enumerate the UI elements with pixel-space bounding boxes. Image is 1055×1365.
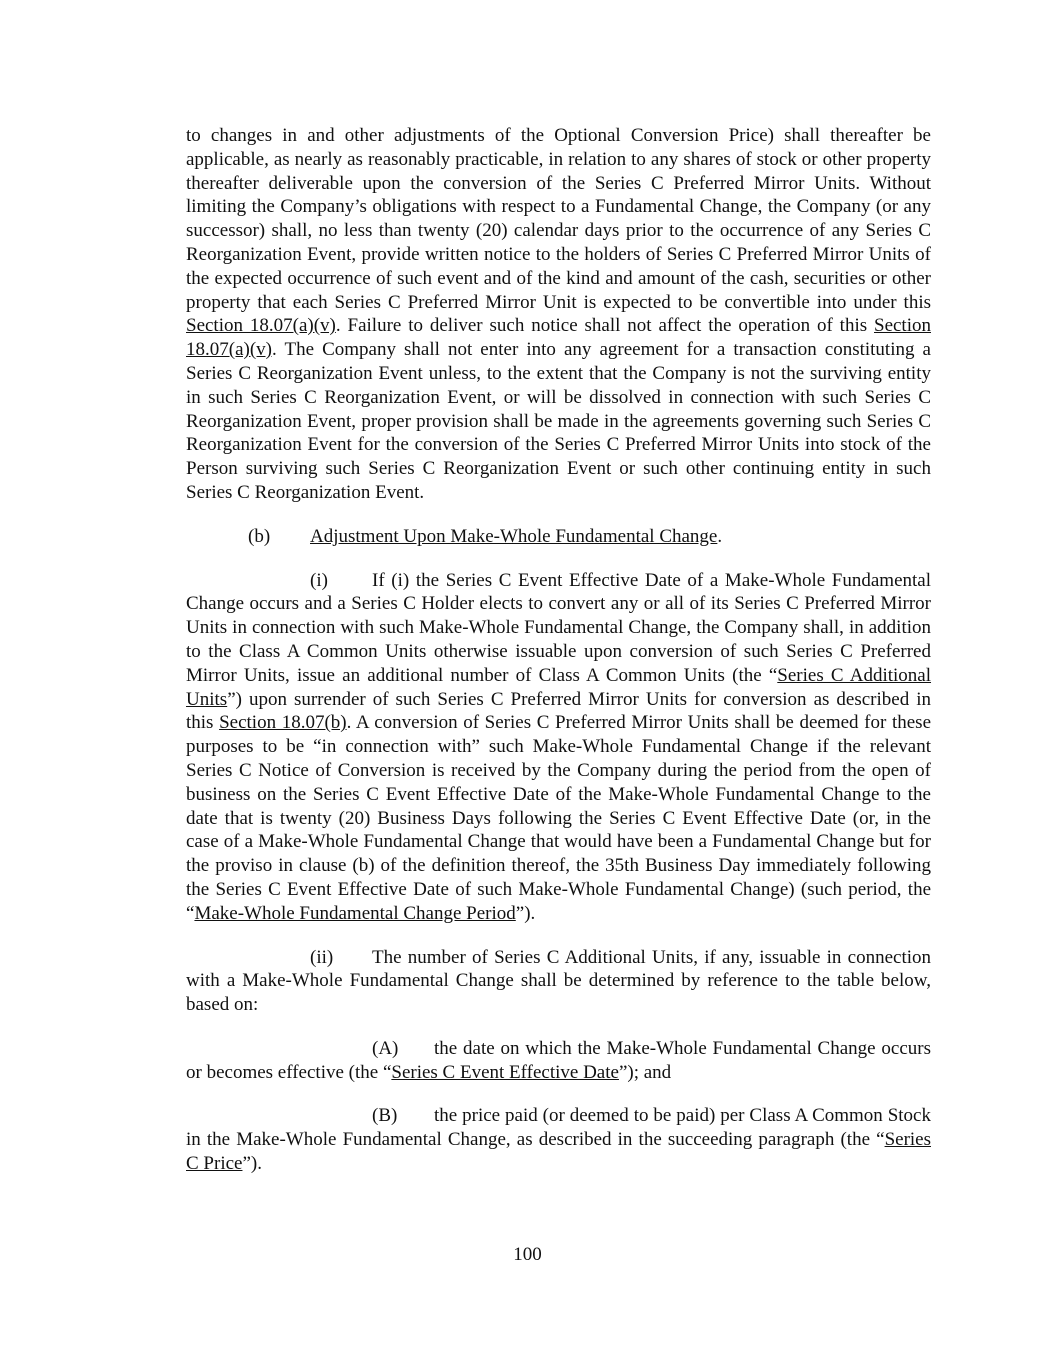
section-reference: Section 18.07(a)(v) [186,315,336,337]
section-reference: Section 18.07(b) [219,712,347,734]
paragraph-A [186,1037,931,1085]
text-run: If (i) the Series C Event Effective Date of a Make-Whole Fundamental Change occurs and a Series C Holder elects to convert any or all of its Series C Preferred Mirror Units in connection with such Make-Whole Fundamental Change, the Company shall, in addition to the Class A Common Units otherwise issuable upon conversion of such Series C Preferred Mirror Units, issue an additional number of Class A Common Units (the “ [186,569,931,686]
text-run: . The Company shall not enter into any agreement for a transaction constituting a Series C Reorganization Event unless, to the extent that the Company is not the surviving entity in such Series C Reorganization Event, or will be dissolved in connection with such Series C Reorganization Event, proper provision shall be made in the agreements governing such Series C Reorganization Event for the conversion of the Series C Preferred Mirror Units into stock of the Person surviving such Series C Reorganization Event or such other continuing entity in such Series C Reorganization Event. [186,339,931,503]
text-run: The number of Series C Additional Units, if any, issuable in connection with a Make-Whole Fundamental Change shall be determined by reference to the table below, based on: [186,946,931,1016]
section-reference: Section 18.07(a)(v) [186,315,931,361]
text-run: ”). [242,1153,262,1175]
text-run: ”); and [618,1061,672,1083]
defined-term: Make-Whole Fundamental Change Period [194,902,516,924]
defined-term: Series C Price [186,1129,931,1175]
subsection-heading-b [186,525,931,549]
text-run: the date on which the Make-Whole Fundamental Change occurs or becomes effective (the “ [186,1037,931,1083]
clause-marker: (ii) [310,946,334,968]
text-run: ”). [515,902,536,924]
subsection-title: Adjustment Upon Make-Whole Fundamental Change [310,525,718,547]
document-page [186,124,931,1176]
text-run: the price paid (or deemed to be paid) per Class A Common Stock in the Make-Whole Fundamental Change, as described in the succeeding paragraph (the “ [186,1105,931,1151]
paragraph-reorganization-continued [186,124,931,505]
text-run: to changes in and other adjustments of the Optional Conversion Price) shall thereafter be applicable, as nearly as reasonably practicable, in relation to any shares of stock or other property thereafter deliverable upon the conversion of the Series C Preferred Mirror Units. Without limiting the Company’s obligations with respect to a Fundamental Change, the Company (or any successor) shall, no less than twenty (20) calendar days prior to the occurrence of any Series C Reorganization Event, provide written notice to the holders of Series C Preferred Mirror Units of the expected occurrence of such event and of the kind and amount of the cash, securities or other property that each Series C Preferred Mirror Unit is expected to be convertible into under this [186,125,931,313]
subsection-marker: (b) [248,525,271,547]
text-run: . Failure to deliver such notice shall not affect the operation of this [335,315,874,337]
clause-marker: (A) [372,1037,399,1059]
text-run: . A conversion of Series C Preferred Mirror Units shall be deemed for these purposes to be “in connection with” such Make-Whole Fundamental Change if the relevant Series C Notice of Conversion is received by the Company during the period from the open of business on the Series C Event Effective Date of the Make-Whole Fundamental Change to the date that is twenty (20) Business Days following the Series C Event Effective Date (or, in the case of a Make-Whole Fundamental Change that would have been a Fundamental Change but for the proviso in clause (b) of the definition thereof, the 35th Business Day immediately following the Series C Event Effective Date of such Make-Whole Fundamental Change) (such period, the “ [186,712,931,924]
defined-term: Series C Additional Units [186,664,932,710]
page-number: 100 [513,1244,542,1265]
paragraph-ii [186,946,931,1017]
clause-marker: (i) [310,569,328,591]
clause-marker: (B) [372,1105,398,1127]
paragraph-i [186,569,931,926]
paragraph-B [186,1104,931,1175]
text-run: . [717,525,723,547]
text-run: ”) upon surrender of such Series C Preferred Mirror Units for conversion as described in this [186,688,931,734]
defined-term: Series C Event Effective Date [391,1061,619,1083]
